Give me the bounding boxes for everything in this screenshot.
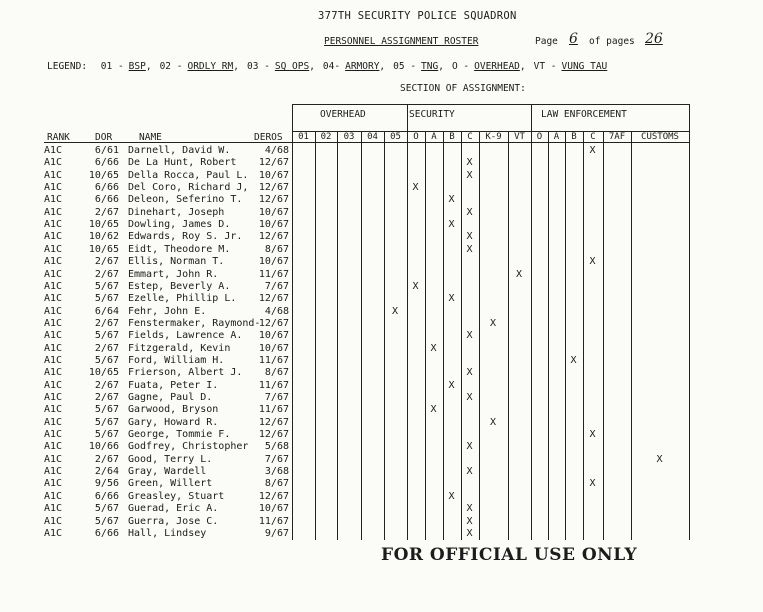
table-row bbox=[0, 516, 763, 528]
row-name: Green, Willert bbox=[128, 478, 213, 490]
row-deros: 10/67 bbox=[258, 219, 289, 231]
row-rank: A1C bbox=[44, 194, 63, 206]
row-name: Hall, Lindsey bbox=[128, 527, 207, 539]
table-row bbox=[0, 330, 763, 342]
legend-item bbox=[101, 61, 152, 72]
table-row bbox=[0, 231, 763, 243]
row-name: Dinehart, Joseph bbox=[128, 206, 225, 218]
group-header-overhead: OVERHEAD bbox=[320, 109, 366, 120]
row-deros: 10/67 bbox=[258, 256, 289, 268]
row-deros: 4/68 bbox=[264, 145, 289, 156]
row-name: Good, Terry L. bbox=[128, 453, 213, 465]
row-name: Darnell, David W. bbox=[128, 145, 231, 156]
row-name: Della Rocca, Paul L. bbox=[128, 169, 249, 181]
row-rank: A1C bbox=[44, 293, 63, 305]
assignment-mark: X bbox=[430, 342, 437, 354]
col-header-o: O bbox=[536, 132, 543, 142]
assignment-mark: X bbox=[448, 379, 455, 391]
table-row bbox=[0, 404, 763, 416]
row-rank: A1C bbox=[44, 367, 63, 379]
row-name: Edwards, Roy S. Jr. bbox=[128, 231, 243, 243]
row-dor: 5/67 bbox=[94, 330, 119, 342]
row-name: Fitzgerald, Kevin bbox=[128, 342, 231, 354]
table-row bbox=[0, 318, 763, 330]
row-deros: 11/67 bbox=[258, 379, 289, 391]
row-rank: A1C bbox=[44, 441, 63, 453]
assignment-mark: X bbox=[466, 206, 473, 218]
row-dor: 10/62 bbox=[88, 231, 119, 243]
row-rank: A1C bbox=[44, 219, 63, 231]
row-dor: 6/64 bbox=[94, 305, 119, 317]
group-header-law-enforcement: LAW ENFORCEMENT bbox=[541, 109, 627, 120]
legend-name: VUNG TAU bbox=[561, 61, 608, 72]
row-deros: 12/67 bbox=[258, 157, 289, 169]
row-name: Greasley, Stuart bbox=[128, 490, 225, 502]
legend-separator: , bbox=[233, 61, 239, 72]
assignment-mark: X bbox=[466, 367, 473, 379]
row-dor: 2/67 bbox=[94, 453, 119, 465]
table-row bbox=[0, 343, 763, 355]
section-title: SECTION OF ASSIGNMENT: bbox=[400, 83, 526, 94]
row-deros: 10/67 bbox=[258, 342, 289, 354]
row-deros: 8/67 bbox=[264, 367, 289, 379]
row-rank: A1C bbox=[44, 145, 63, 156]
row-deros: 11/67 bbox=[258, 354, 289, 366]
row-dor: 2/67 bbox=[94, 206, 119, 218]
col-header-01: 01 bbox=[298, 132, 309, 142]
table-row bbox=[0, 380, 763, 392]
row-name: Guerra, Jose C. bbox=[128, 515, 219, 527]
row-dor: 5/67 bbox=[94, 429, 119, 441]
table-row bbox=[0, 269, 763, 281]
row-deros: 12/67 bbox=[258, 231, 289, 243]
assignment-mark: X bbox=[448, 490, 455, 502]
group-header-security: SECURITY bbox=[409, 109, 455, 120]
row-name: Fields, Lawrence A. bbox=[128, 330, 243, 342]
row-rank: A1C bbox=[44, 416, 63, 428]
row-dor: 10/65 bbox=[88, 169, 119, 181]
legend-name: ORDLY RM bbox=[187, 61, 234, 72]
row-rank: A1C bbox=[44, 453, 63, 465]
row-rank: A1C bbox=[44, 305, 63, 317]
assignment-mark: X bbox=[466, 392, 473, 403]
col-header-b: B bbox=[449, 132, 455, 142]
row-deros: 4/68 bbox=[264, 305, 289, 317]
table-row bbox=[0, 478, 763, 490]
row-name: Godfrey, Christopher bbox=[128, 441, 249, 453]
row-rank: A1C bbox=[44, 478, 63, 490]
row-deros: 10/67 bbox=[258, 169, 289, 181]
table-row bbox=[0, 466, 763, 478]
table-row bbox=[0, 244, 763, 256]
col-header-o: O bbox=[413, 132, 419, 142]
row-name: Ellis, Norman T. bbox=[128, 256, 225, 268]
legend-item bbox=[393, 61, 444, 72]
table-row bbox=[0, 182, 763, 194]
row-deros: 9/67 bbox=[264, 527, 289, 539]
col-header-deros: DEROS bbox=[254, 132, 283, 143]
col-header-a: A bbox=[431, 132, 437, 142]
col-header-03: 03 bbox=[343, 132, 355, 142]
row-name: Ford, William H. bbox=[128, 354, 225, 366]
row-name: Fehr, John E. bbox=[128, 305, 207, 317]
table-row bbox=[0, 293, 763, 305]
table-row bbox=[0, 219, 763, 231]
row-rank: A1C bbox=[44, 490, 63, 502]
row-rank: A1C bbox=[44, 527, 63, 539]
row-name: Frierson, Albert J. bbox=[128, 367, 243, 379]
row-deros: 12/67 bbox=[258, 416, 289, 428]
row-dor: 9/56 bbox=[94, 478, 119, 490]
row-rank: A1C bbox=[44, 515, 63, 527]
legend-item bbox=[323, 61, 385, 72]
legend-code: O - bbox=[451, 61, 470, 72]
col-header-c: C bbox=[467, 132, 473, 142]
assignment-mark: X bbox=[589, 429, 596, 441]
table-row bbox=[0, 256, 763, 268]
row-name: Fenstermaker, Raymond- bbox=[128, 317, 261, 329]
assignment-mark: X bbox=[589, 256, 596, 268]
col-header-05: 05 bbox=[390, 132, 401, 142]
col-header-vt: VT bbox=[514, 132, 525, 142]
row-rank: A1C bbox=[44, 330, 63, 342]
assignment-mark: X bbox=[466, 466, 473, 478]
assignment-mark: X bbox=[589, 145, 596, 156]
assignment-mark: X bbox=[656, 453, 663, 465]
row-dor: 10/65 bbox=[88, 243, 119, 255]
row-dor: 2/67 bbox=[94, 379, 119, 391]
page-number: 6 bbox=[569, 31, 578, 47]
assignment-mark: X bbox=[466, 243, 473, 255]
roster-title: PERSONNEL ASSIGNMENT ROSTER bbox=[324, 36, 479, 47]
assignment-mark: X bbox=[466, 157, 473, 169]
table-row bbox=[0, 491, 763, 503]
assignment-mark: X bbox=[430, 404, 437, 416]
row-rank: A1C bbox=[44, 404, 63, 416]
row-deros: 12/67 bbox=[258, 182, 289, 194]
table-row bbox=[0, 441, 763, 453]
row-dor: 6/66 bbox=[94, 182, 119, 194]
assignment-mark: X bbox=[490, 416, 497, 428]
row-rank: A1C bbox=[44, 268, 63, 280]
legend-separator: , bbox=[379, 61, 386, 72]
official-use-stamp: FOR OFFICIAL USE ONLY bbox=[381, 545, 638, 565]
assignment-mark: X bbox=[466, 503, 473, 515]
table-row bbox=[0, 367, 763, 379]
row-rank: A1C bbox=[44, 256, 63, 268]
assignment-mark: X bbox=[466, 330, 473, 342]
row-rank: A1C bbox=[44, 157, 63, 169]
legend-code: 04- bbox=[322, 61, 341, 72]
assignment-mark: X bbox=[466, 441, 473, 453]
row-deros: 12/67 bbox=[258, 317, 289, 329]
row-rank: A1C bbox=[44, 379, 63, 391]
col-header-7af: 7AF bbox=[608, 132, 626, 142]
col-header-02: 02 bbox=[320, 132, 332, 142]
legend-separator: , bbox=[309, 61, 315, 72]
row-rank: A1C bbox=[44, 342, 63, 354]
row-dor: 6/66 bbox=[94, 490, 119, 502]
table-row bbox=[0, 194, 763, 206]
assignment-mark: X bbox=[570, 354, 577, 366]
row-deros: 10/67 bbox=[258, 503, 289, 515]
row-dor: 5/67 bbox=[94, 503, 119, 515]
legend-item bbox=[160, 61, 239, 72]
assignment-mark: X bbox=[448, 194, 455, 206]
row-name: Deleon, Seferino T. bbox=[128, 194, 243, 206]
legend-code: VT - bbox=[533, 61, 557, 72]
col-header-04: 04 bbox=[367, 132, 378, 142]
row-deros: 8/67 bbox=[264, 243, 289, 255]
row-deros: 10/67 bbox=[258, 330, 289, 342]
row-deros: 7/67 bbox=[264, 392, 289, 403]
table-row bbox=[0, 392, 763, 404]
table-row bbox=[0, 429, 763, 441]
legend-name: OVERHEAD bbox=[474, 61, 520, 72]
row-name: Gagne, Paul D. bbox=[128, 392, 213, 403]
row-deros: 12/67 bbox=[258, 429, 289, 441]
assignment-mark: X bbox=[412, 182, 419, 194]
assignment-mark: X bbox=[392, 305, 399, 317]
row-rank: A1C bbox=[44, 354, 63, 366]
row-name: Gray, Wardell bbox=[128, 466, 207, 478]
row-dor: 2/67 bbox=[94, 342, 119, 354]
row-dor: 6/61 bbox=[94, 145, 119, 156]
row-dor: 5/67 bbox=[94, 354, 119, 366]
row-rank: A1C bbox=[44, 280, 63, 292]
row-dor: 5/67 bbox=[94, 293, 119, 305]
row-rank: A1C bbox=[44, 206, 63, 218]
table-row bbox=[0, 207, 763, 219]
legend-item bbox=[452, 61, 526, 72]
table-row bbox=[0, 528, 763, 540]
row-deros: 7/67 bbox=[264, 280, 289, 292]
row-rank: A1C bbox=[44, 392, 63, 403]
row-dor: 2/67 bbox=[94, 268, 119, 280]
row-dor: 10/65 bbox=[88, 367, 119, 379]
col-header-rank: RANK bbox=[47, 132, 70, 143]
row-name: Eidt, Theodore M. bbox=[128, 243, 231, 255]
row-rank: A1C bbox=[44, 243, 63, 255]
legend-separator: , bbox=[519, 61, 526, 72]
grid-top-line bbox=[292, 104, 689, 105]
row-deros: 8/67 bbox=[264, 478, 289, 490]
assignment-mark: X bbox=[516, 268, 523, 280]
table-row bbox=[0, 170, 763, 182]
legend-item bbox=[247, 61, 315, 72]
row-rank: A1C bbox=[44, 466, 63, 478]
table-row bbox=[0, 503, 763, 515]
row-deros: 7/67 bbox=[264, 453, 289, 465]
legend-separator: , bbox=[145, 61, 152, 72]
table-row bbox=[0, 145, 763, 157]
row-name: Emmart, John R. bbox=[128, 268, 219, 280]
assignment-mark: X bbox=[589, 478, 596, 490]
legend-name: SQ OPS bbox=[274, 61, 310, 72]
col-header-customs: CUSTOMS bbox=[641, 132, 679, 142]
assignment-mark: X bbox=[412, 280, 419, 292]
row-deros: 11/67 bbox=[258, 515, 289, 527]
row-dor: 2/67 bbox=[94, 317, 119, 329]
assignment-mark: X bbox=[448, 219, 455, 231]
row-rank: A1C bbox=[44, 429, 63, 441]
legend-name: TNG bbox=[421, 61, 439, 72]
row-rank: A1C bbox=[44, 503, 63, 515]
row-dor: 2/67 bbox=[94, 256, 119, 268]
row-dor: 6/66 bbox=[94, 527, 119, 539]
row-dor: 2/67 bbox=[94, 392, 119, 403]
col-header-c: C bbox=[590, 132, 596, 142]
row-deros: 11/67 bbox=[258, 268, 289, 280]
row-rank: A1C bbox=[44, 317, 63, 329]
row-dor: 5/67 bbox=[94, 280, 119, 292]
row-name: De La Hunt, Robert bbox=[128, 157, 237, 169]
row-name: Ezelle, Phillip L. bbox=[128, 293, 237, 305]
legend-label: LEGEND: bbox=[47, 61, 88, 72]
page-label: Page bbox=[535, 36, 558, 47]
row-name: George, Tommie F. bbox=[128, 429, 231, 441]
row-dor: 5/67 bbox=[94, 515, 119, 527]
assignment-mark: X bbox=[448, 293, 455, 305]
assignment-mark: X bbox=[466, 231, 473, 243]
col-header-a: A bbox=[553, 132, 560, 142]
col-header-k-9: K-9 bbox=[485, 132, 502, 142]
table-row bbox=[0, 306, 763, 318]
row-name: Gary, Howard R. bbox=[128, 416, 219, 428]
row-dor: 5/67 bbox=[94, 416, 119, 428]
col-header-b: B bbox=[571, 132, 577, 142]
table-row bbox=[0, 417, 763, 429]
table-row bbox=[0, 281, 763, 293]
legend-code: 03 - bbox=[246, 61, 270, 72]
row-rank: A1C bbox=[44, 182, 63, 194]
col-header-name: NAME bbox=[139, 132, 162, 143]
row-dor: 2/64 bbox=[94, 466, 119, 478]
row-name: Guerad, Eric A. bbox=[128, 503, 219, 515]
legend-separator: , bbox=[438, 61, 444, 72]
legend-code: 01 - bbox=[100, 61, 124, 72]
row-deros: 10/67 bbox=[258, 206, 289, 218]
row-dor: 6/66 bbox=[94, 194, 119, 206]
row-dor: 10/66 bbox=[88, 441, 119, 453]
row-rank: A1C bbox=[44, 231, 63, 243]
table-row bbox=[0, 454, 763, 466]
assignment-mark: X bbox=[466, 515, 473, 527]
assignment-mark: X bbox=[490, 317, 497, 329]
legend-code: 05 - bbox=[393, 61, 417, 72]
row-name: Del Coro, Richard J, bbox=[128, 182, 249, 194]
table-row bbox=[0, 355, 763, 367]
col-header-dor: DOR bbox=[95, 132, 113, 143]
unit-title: 377TH SECURITY POLICE SQUADRON bbox=[318, 10, 517, 22]
row-dor: 10/65 bbox=[88, 219, 119, 231]
legend-name: ARMORY bbox=[345, 61, 380, 72]
row-name: Fuata, Peter I. bbox=[128, 379, 219, 391]
legend-item bbox=[534, 61, 608, 72]
assignment-mark: X bbox=[466, 527, 473, 539]
row-name: Estep, Beverly A. bbox=[128, 280, 231, 292]
row-deros: 12/67 bbox=[258, 194, 289, 206]
row-deros: 3/68 bbox=[264, 466, 289, 478]
row-dor: 6/66 bbox=[94, 157, 119, 169]
row-deros: 12/67 bbox=[258, 293, 289, 305]
row-name: Dowling, James D. bbox=[128, 219, 231, 231]
row-dor: 5/67 bbox=[94, 404, 119, 416]
total-pages: 26 bbox=[645, 31, 663, 47]
legend bbox=[47, 61, 607, 72]
legend-name: BSP bbox=[128, 61, 146, 72]
row-deros: 11/67 bbox=[258, 404, 289, 416]
row-deros: 12/67 bbox=[258, 490, 289, 502]
row-rank: A1C bbox=[44, 169, 63, 181]
row-deros: 5/68 bbox=[264, 441, 289, 453]
legend-code: 02 - bbox=[159, 61, 183, 72]
row-name: Garwood, Bryson bbox=[128, 404, 219, 416]
of-pages-label: of pages bbox=[589, 36, 635, 47]
table-row bbox=[0, 157, 763, 169]
assignment-mark: X bbox=[466, 169, 473, 181]
